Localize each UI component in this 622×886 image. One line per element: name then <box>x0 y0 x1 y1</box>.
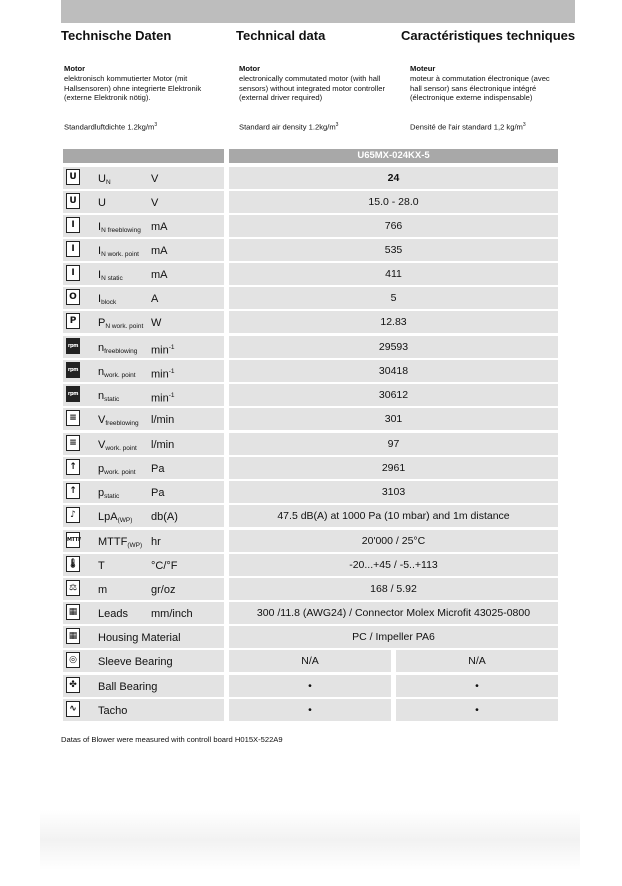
parameter-value: PC / Impeller PA6 <box>229 626 558 648</box>
table-row <box>0 287 622 309</box>
row-label-cell <box>63 263 224 285</box>
parameter-value: 30418 <box>229 360 558 382</box>
parameter-unit: mA <box>151 269 168 281</box>
top-banner-bar <box>61 0 575 23</box>
parameter-value: 411 <box>229 263 558 285</box>
parameter-icon: P <box>66 313 80 329</box>
parameter-symbol: Leads <box>98 608 128 620</box>
parameter-unit: db(A) <box>151 511 178 523</box>
row-label-cell <box>63 384 224 406</box>
parameter-value: 300 /11.8 (AWG24) / Connector Molex Microfit 43025-0800 <box>229 602 558 624</box>
table-row <box>0 239 622 261</box>
parameter-value: 301 <box>229 408 558 430</box>
motor-description-french <box>410 64 560 103</box>
parameter-symbol: T <box>98 560 105 572</box>
parameter-symbol: $V_{freeblowing}$ <box>98 414 139 427</box>
parameter-icon: I <box>66 217 80 233</box>
parameter-unit: A <box>151 293 159 305</box>
parameter-symbol: $I_{N work. point}$ <box>98 245 139 258</box>
footnote: Datas of Blower were measured with controll board H015X-522A9 <box>61 735 283 744</box>
row-label-cell <box>63 699 224 721</box>
parameter-value: 20'000 / 25°C <box>229 530 558 552</box>
row-label-cell <box>63 530 224 552</box>
parameter-icon: 🌡 <box>66 556 80 572</box>
bottom-shadow <box>40 810 580 870</box>
table-row <box>0 699 622 721</box>
row-label-cell <box>63 554 224 576</box>
table-row <box>0 505 622 527</box>
parameter-value: N/A <box>229 650 391 672</box>
parameter-icon: ♪ <box>66 507 80 523</box>
row-label-cell <box>63 408 224 430</box>
parameter-unit: mA <box>151 221 168 233</box>
motor-description-german <box>64 64 224 103</box>
parameter-icon: MTTF <box>66 532 80 548</box>
parameter-symbol: $I_{block}$ <box>98 293 117 306</box>
table-row <box>0 360 622 382</box>
table-row <box>0 626 622 648</box>
motor-description-english <box>239 64 394 103</box>
motor-title-english: Motor <box>239 64 261 73</box>
row-label-cell <box>63 311 224 333</box>
parameter-unit: V <box>151 197 159 209</box>
table-header-left <box>63 149 224 163</box>
parameter-unit: mA <box>151 245 168 257</box>
parameter-icon: I <box>66 241 80 257</box>
parameter-value: • <box>229 675 391 697</box>
parameter-value: 15.0 - 28.0 <box>229 191 558 213</box>
table-row <box>0 530 622 552</box>
parameter-symbol: $I_{N static}$ <box>98 269 123 282</box>
parameter-value: 30612 <box>229 384 558 406</box>
row-label-cell <box>63 360 224 382</box>
row-label-cell <box>63 239 224 261</box>
parameter-symbol: m <box>98 584 108 596</box>
parameter-icon: I <box>66 265 80 281</box>
parameter-unit: $\min^{-1}$ <box>151 368 175 381</box>
table-row <box>0 554 622 576</box>
parameter-symbol: $P_{N work. point}$ <box>98 317 144 330</box>
table-row <box>0 433 622 455</box>
table-row <box>0 408 622 430</box>
parameter-unit: hr <box>151 536 161 548</box>
table-row <box>0 167 622 189</box>
motor-title-french: Moteur <box>410 64 436 73</box>
row-label-cell <box>63 167 224 189</box>
parameter-unit: °C/°F <box>151 560 178 572</box>
parameter-icon: U <box>66 169 80 185</box>
parameter-unit: $\min^{-1}$ <box>151 344 175 357</box>
parameter-icon: rpm <box>66 362 80 378</box>
table-row <box>0 336 622 358</box>
parameter-symbol: $n_{freeblowing}$ <box>98 342 138 355</box>
table-row <box>0 311 622 333</box>
parameter-symbol: Housing Material <box>98 632 181 644</box>
row-label-cell <box>63 287 224 309</box>
motor-text-german: elektronisch kommutierter Motor (mit Hallsensoren) ohne integrierte Elektronik (externe Elektronik nötig). <box>64 73 202 103</box>
parameter-icon: ≡ <box>66 410 80 426</box>
parameter-value: 766 <box>229 215 558 237</box>
parameter-value-secondary: N/A <box>396 650 558 672</box>
parameter-unit: l/min <box>151 414 175 426</box>
parameter-icon: ▦ <box>66 628 80 644</box>
parameter-icon: ✤ <box>66 677 80 693</box>
parameter-value: 24 <box>229 167 558 189</box>
parameter-icon: ◎ <box>66 652 80 668</box>
parameter-symbol: $n_{static}$ <box>98 390 120 403</box>
parameter-unit: mm/inch <box>151 608 193 620</box>
parameter-icon: ∿ <box>66 701 80 717</box>
table-row <box>0 263 622 285</box>
row-label-cell <box>63 336 224 358</box>
parameter-symbol: Sleeve Bearing <box>98 656 173 668</box>
parameter-icon: O <box>66 289 80 305</box>
heading-french: Caractéristiques techniques <box>401 28 576 43</box>
model-header: U65MX-024KX-5 <box>229 149 558 163</box>
parameter-value: 2961 <box>229 457 558 479</box>
parameter-value: 168 / 5.92 <box>229 578 558 600</box>
heading-english: Technical data <box>236 28 326 43</box>
parameter-unit: gr/oz <box>151 584 176 596</box>
parameter-value: 29593 <box>229 336 558 358</box>
row-label-cell <box>63 191 224 213</box>
table-row <box>0 578 622 600</box>
parameter-icon: rpm <box>66 386 80 402</box>
table-row <box>0 650 622 672</box>
parameter-icon: ▦ <box>66 604 80 620</box>
parameter-icon: ⚖ <box>66 580 80 596</box>
row-label-cell <box>63 481 224 503</box>
table-row <box>0 481 622 503</box>
table-row <box>0 215 622 237</box>
parameter-unit: Pa <box>151 487 165 499</box>
parameter-value-secondary: • <box>396 675 558 697</box>
parameter-icon: ↑ <box>66 459 80 475</box>
heading-german: Technische Daten <box>61 28 172 43</box>
parameter-symbol: $n_{work. point}$ <box>98 366 136 379</box>
parameter-value: 5 <box>229 287 558 309</box>
parameter-value: 97 <box>229 433 558 455</box>
table-row <box>0 457 622 479</box>
parameter-value: -20...+45 / -5..+113 <box>229 554 558 576</box>
parameter-icon: U <box>66 193 80 209</box>
parameter-unit: V <box>151 173 159 185</box>
table-row <box>0 384 622 406</box>
row-label-cell <box>63 457 224 479</box>
parameter-unit: $\min^{-1}$ <box>151 392 175 405</box>
parameter-icon: ≡ <box>66 435 80 451</box>
motor-text-french: moteur à commutation électronique (avec hall sensor) sans électronique intégré (électronique externe indispensable) <box>410 73 550 103</box>
parameter-symbol: $U_N$ <box>98 173 111 186</box>
parameter-symbol: Ball Bearing <box>98 681 158 693</box>
parameter-value: • <box>229 699 391 721</box>
motor-text-english: electronically commutated motor (with hall sensors) without integrated motor controller (external driver required) <box>239 73 386 103</box>
parameter-icon: ↑ <box>66 483 80 499</box>
parameter-symbol: Tacho <box>98 705 128 717</box>
parameter-value: 12.83 <box>229 311 558 333</box>
air-density-english: Standard air density $1.2kg/m^3$ <box>239 122 339 132</box>
parameter-unit: Pa <box>151 463 165 475</box>
table-row <box>0 191 622 213</box>
parameter-value-secondary: • <box>396 699 558 721</box>
row-label-cell <box>63 602 224 624</box>
parameter-symbol: $p_{work. point}$ <box>98 463 136 476</box>
row-label-cell <box>63 215 224 237</box>
parameter-symbol: $I_{N freeblowing}$ <box>98 221 141 234</box>
air-density-french: Densité de l'air standard 1,2 $kg/m^3$ <box>410 122 526 132</box>
air-density-german: Standardluftdichte $1.2kg/m^3$ <box>64 122 158 132</box>
motor-title-german: Motor <box>64 64 86 73</box>
parameter-unit: l/min <box>151 439 175 451</box>
parameter-symbol: $p_{static}$ <box>98 487 120 500</box>
parameter-value: 3103 <box>229 481 558 503</box>
parameter-symbol: $MTTF_{(WP)}$ <box>98 536 143 549</box>
parameter-icon: rpm <box>66 338 80 354</box>
table-row <box>0 602 622 624</box>
row-label-cell <box>63 505 224 527</box>
row-label-cell <box>63 433 224 455</box>
parameter-unit: W <box>151 317 162 329</box>
table-row <box>0 675 622 697</box>
parameter-symbol: LpA$_{(WP)}$ <box>98 511 133 524</box>
parameter-value: 47.5 dB(A) at 1000 Pa (10 mbar) and 1m distance <box>229 505 558 527</box>
row-label-cell <box>63 578 224 600</box>
parameter-symbol: $V_{work. point}$ <box>98 439 137 452</box>
parameter-symbol: U <box>98 197 106 209</box>
parameter-value: 535 <box>229 239 558 261</box>
